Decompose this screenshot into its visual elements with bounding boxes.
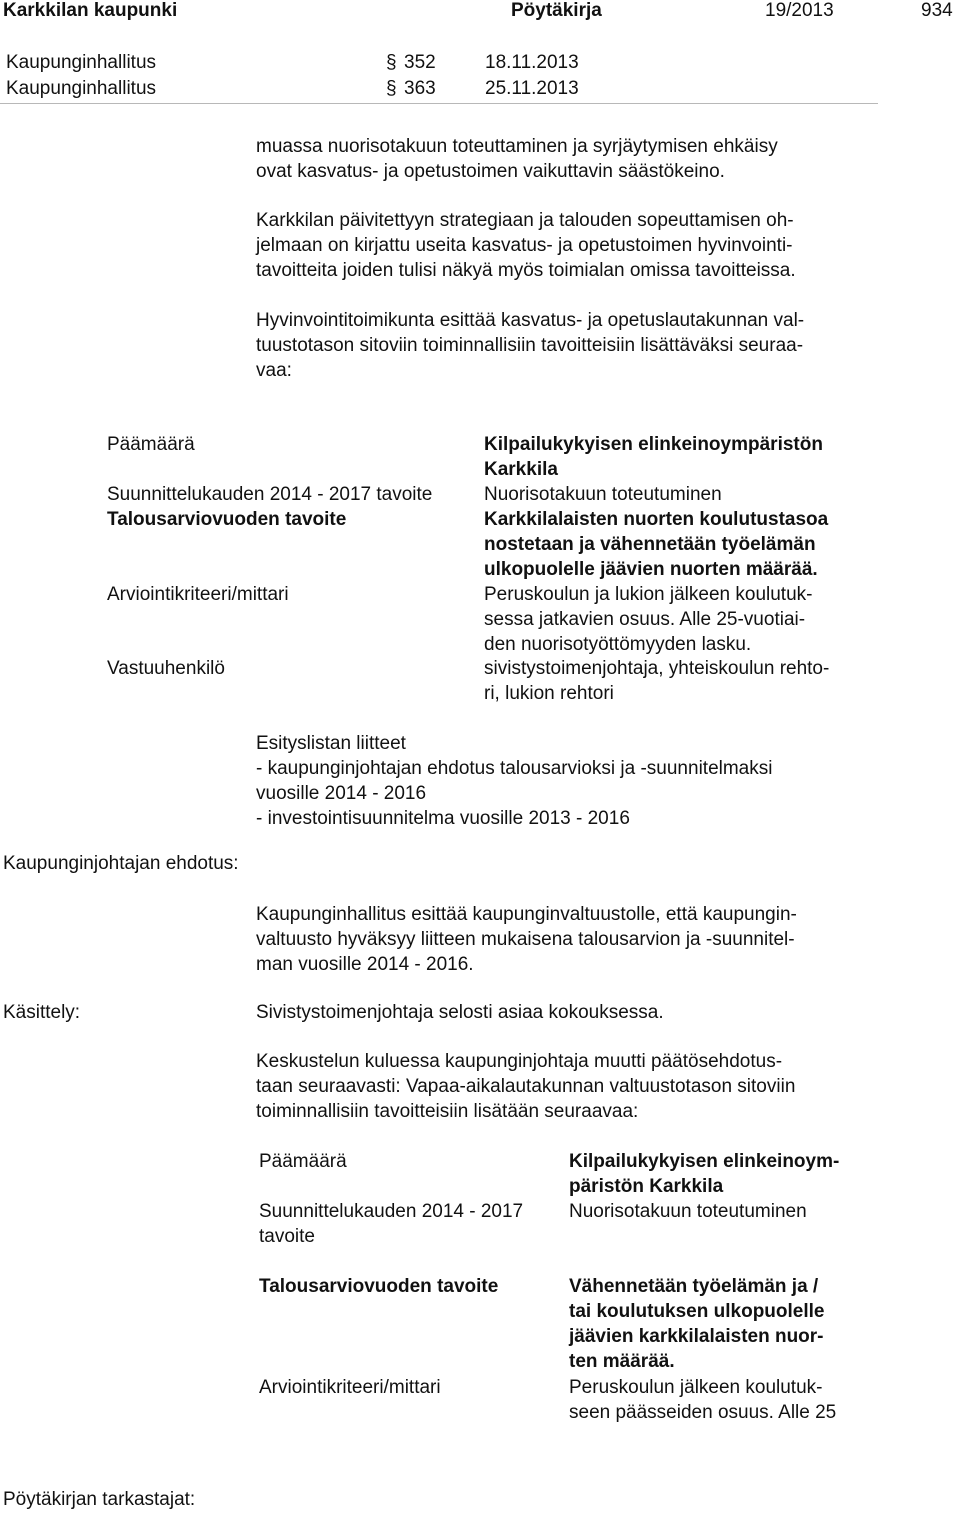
ref-section: 363 (404, 78, 436, 99)
table-label-criteria: Arviointikriteeri/mittari (107, 584, 289, 605)
table-label-goal: Päämäärä (107, 434, 195, 455)
text-line: muassa nuorisotakuun toteuttaminen ja syrjäytymisen ehkäisy (256, 136, 778, 157)
table-value-goal: Karkkila (484, 459, 558, 480)
table-value-planning-goal: Nuorisotakuun toteutuminen (484, 484, 722, 505)
ref-date: 18.11.2013 (485, 52, 579, 73)
table-label-budget-goal: Talousarviovuoden tavoite (259, 1276, 499, 1297)
page-number: 934 (921, 0, 953, 21)
table-value-budget-goal: nostetaan ja vähennetään työelämän (484, 534, 816, 555)
document-type: Pöytäkirja (511, 0, 602, 21)
table-value-responsible: sivistystoimenjohtaja, yhteiskoulun rehto- (484, 658, 830, 679)
handling-label: Käsittely: (3, 1002, 81, 1023)
attachments-section (256, 731, 772, 831)
ref-body: Kaupunginhallitus (6, 52, 157, 73)
text-line: Karkkilan päivitettyyn strategiaan ja talouden sopeuttamisen oh- (256, 210, 794, 231)
section-sign-icon: § (386, 78, 397, 99)
table-label-budget-goal: Talousarviovuoden tavoite (107, 509, 347, 530)
organization-name: Karkkilan kaupunki (3, 0, 178, 21)
header-divider (0, 103, 878, 104)
paragraph-1 (256, 134, 778, 184)
table-value-criteria: Peruskoulun ja lukion jälkeen koulutuk- (484, 584, 813, 605)
proposal-label: Kaupunginjohtajan ehdotus: (3, 853, 239, 874)
table-value-criteria: Peruskoulun jälkeen koulutuk- (569, 1377, 823, 1398)
text-line: Hyvinvointitoimikunta esittää kasvatus- ja opetuslautakunnan val- (256, 310, 805, 331)
table-label-planning-goal: Suunnittelukauden 2014 - 2017 tavoite (107, 484, 433, 505)
table-value-criteria: den nuorisotyöttömyyden lasku. (484, 634, 752, 655)
attachment-item: vuosille 2014 - 2016 (256, 783, 427, 804)
paragraph-2 (256, 208, 796, 283)
table-value-goal: Kilpailukykyisen elinkeinoym- (569, 1151, 840, 1172)
reviewers-label: Pöytäkirjan tarkastajat: (3, 1489, 196, 1510)
text-line: vaa: (256, 360, 292, 381)
table-value-planning-goal: Nuorisotakuun toteutuminen (569, 1201, 807, 1222)
text-line: man vuosille 2014 - 2016. (256, 954, 474, 975)
table-value-budget-goal: tai koulutuksen ulkopuolelle (569, 1301, 825, 1322)
table-label-criteria: Arviointikriteeri/mittari (259, 1377, 441, 1398)
table-value-responsible: ri, lukion rehtori (484, 683, 614, 704)
text-line: ovat kasvatus- ja opetustoimen vaikuttavin säästökeino. (256, 161, 725, 182)
handling-text: Sivistystoimenjohtaja selosti asiaa kokouksessa. (256, 1002, 664, 1023)
text-line: tuustotason sitoviin toiminnallisiin tavoitteisiin lisättäväksi seuraa- (256, 335, 804, 356)
text-line: tavoitteita joiden tulisi näkyä myös toimialan omissa tavoitteissa. (256, 260, 796, 281)
table-label-responsible: Vastuuhenkilö (107, 658, 225, 679)
ref-date: 25.11.2013 (485, 78, 579, 99)
text-line: Kaupunginhallitus esittää kaupunginvaltuustolle, että kaupungin- (256, 904, 797, 925)
text-line: Keskustelun kuluessa kaupunginjohtaja muutti päätösehdotus- (256, 1051, 783, 1072)
attachment-item: - kaupunginjohtajan ehdotus talousarvioksi ja -suunnitelmaksi (256, 758, 773, 779)
paragraph-3 (256, 308, 804, 383)
table-value-budget-goal: ulkopuolelle jäävien nuorten määrää. (484, 559, 818, 580)
table-value-goal: Kilpailukykyisen elinkeinoympäristön (484, 434, 823, 455)
attachment-item: - investointisuunnitelma vuosille 2013 - 2016 (256, 808, 630, 829)
table-value-criteria: seen päässeiden osuus. Alle 25 (569, 1402, 837, 1423)
text-line: toiminnallisiin tavoitteisiin lisätään seuraavaa: (256, 1101, 639, 1122)
table-label-goal: Päämäärä (259, 1151, 347, 1172)
table-value-budget-goal: ten määrää. (569, 1351, 675, 1372)
ref-section: 352 (404, 52, 436, 73)
table-value-budget-goal: Karkkilalaisten nuorten koulutustasoa (484, 509, 829, 530)
text-line: jelmaan on kirjattu useita kasvatus- ja opetustoimen hyvinvointi- (256, 235, 793, 256)
table-value-goal: päristön Karkkila (569, 1176, 724, 1197)
table-value-budget-goal: jäävien karkkilalaisten nuor- (569, 1326, 824, 1347)
text-line: valtuusto hyväksyy liitteen mukaisena talousarvion ja -suunnitel- (256, 929, 795, 950)
discussion-text (256, 1049, 795, 1124)
table-label-planning-goal: tavoite (259, 1226, 315, 1247)
document-number: 19/2013 (765, 0, 834, 21)
proposal-text (256, 902, 797, 977)
table-value-budget-goal: Vähennetään työelämän ja / (569, 1276, 819, 1297)
table-label-planning-goal: Suunnittelukauden 2014 - 2017 (259, 1201, 524, 1222)
section-sign-icon: § (386, 52, 397, 73)
ref-body: Kaupunginhallitus (6, 78, 157, 99)
text-line: taan seuraavasti: Vapaa-aikalautakunnan valtuustotason sitoviin (256, 1076, 796, 1097)
table-value-criteria: sessa jatkavien osuus. Alle 25-vuotiai- (484, 609, 806, 630)
attachments-heading: Esityslistan liitteet (256, 733, 406, 754)
